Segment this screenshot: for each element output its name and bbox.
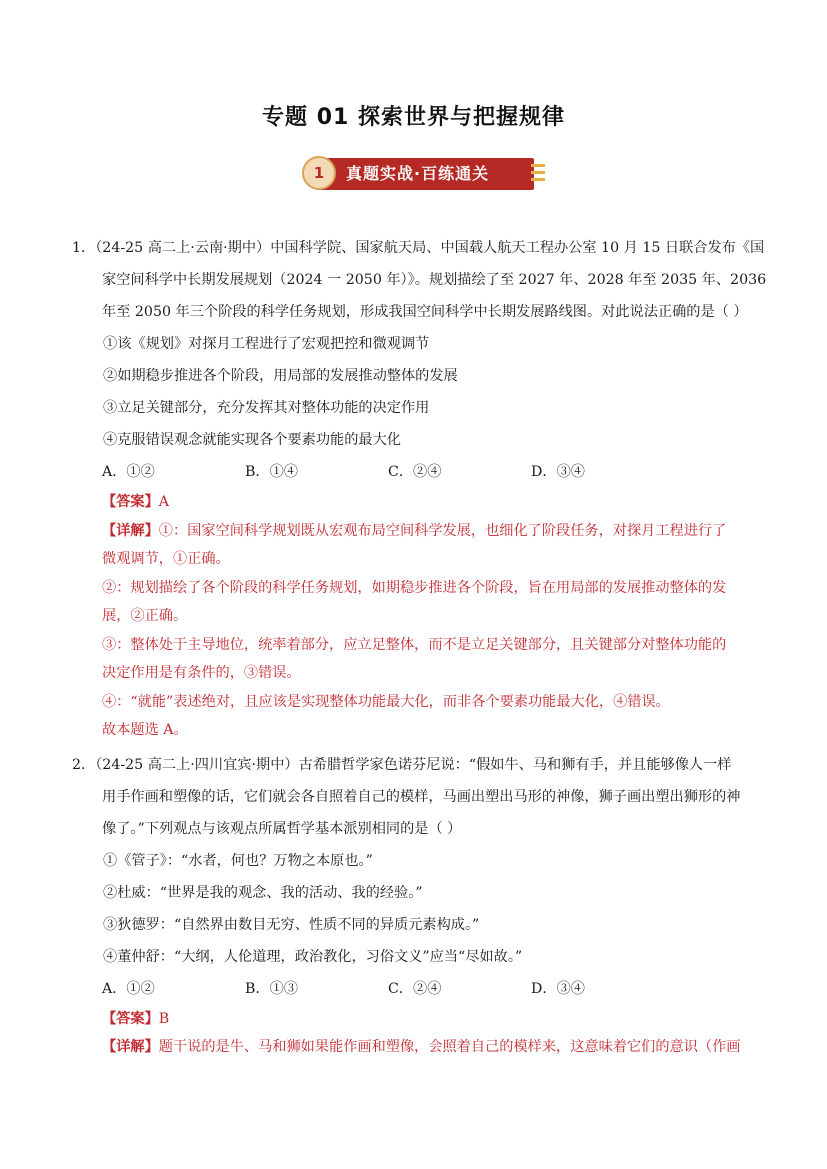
question-1 (72, 232, 767, 745)
section-banner (302, 154, 545, 194)
question-2-stem-line-1: 2．（24-25 高二上·四川宜宾·期中）古希腊哲学家色诺芬尼说：“假如牛、马和狮有手，并且能够像人一样 (72, 756, 732, 773)
answer-tag: 【答案】 (102, 1010, 159, 1027)
question-1-answer-block (102, 488, 752, 745)
detail-tag: 【详解】 (102, 1039, 159, 1055)
answer-tag: 【答案】 (102, 494, 159, 510)
question-list (72, 232, 767, 1062)
question-1-detail-line-8: 故本题选 A。 (102, 722, 188, 738)
question-1-choices (102, 456, 752, 488)
page-title: 专题 01 探索世界与把握规律 (262, 105, 565, 130)
question-1-stem-line-1: 1．（24-25 高二上·云南·期中）中国科学院、国家航天局、中国载人航天工程办公室 10 月 15 日联合发布《国 (72, 240, 765, 256)
question-1-option-1: ①该《规划》对探月工程进行了宏观把控和微观调节 (103, 336, 430, 352)
question-2-stem-line-2: 用手作画和塑像的话，它们就会各自照着自己的模样，马画出塑出马形的神像，狮子画出塑出狮形的神 (102, 788, 741, 805)
question-2-choice-b: B．①③ (245, 980, 298, 997)
question-1-detail-line-6: 决定作用是有条件的，③错误。 (102, 665, 301, 681)
question-1-answer (102, 488, 752, 517)
detail-text: ①：国家空间科学规划既从宏观布局空间科学发展，也细化了阶段任务，对探月工程进行了 (158, 522, 727, 539)
question-2-option-1: ①《管子》：“水者，何也？万物之本原也。” (103, 852, 373, 869)
banner-number-badge: 1 (302, 156, 336, 190)
question-2 (72, 749, 752, 1062)
question-1-detail-line-2: 微观调节，①正确。 (102, 551, 230, 567)
banner-stripes-icon (531, 164, 545, 185)
question-2-choice-c: C．②④ (388, 980, 442, 997)
answer-value: A (158, 494, 170, 510)
question-1-option-4: ④克服错误观念就能实现各个要素功能的最大化 (103, 432, 401, 448)
question-1-detail-line-7: ④：“就能”表述绝对，且应该是实现整体功能最大化，而非各个要素功能最大化，④错误。 (102, 693, 670, 710)
question-1-option-3: ③立足关键部分，充分发挥其对整体功能的决定作用 (103, 400, 430, 416)
question-1-detail-line-4: 展，②正确。 (102, 608, 188, 624)
question-2-detail-line-1 (102, 1033, 752, 1062)
question-1-choice-a: A．①② (102, 464, 155, 480)
question-2-option-4: ④董仲舒：“大纲，人伦道理，政治教化，习俗文义”应当“尽如故。” (103, 948, 523, 965)
question-1-stem-line-2: 家空间科学中长期发展规划（2024 一 2050 年）》。规划描绘了至 2027 年、2028 年至 2035 年、2036 (102, 272, 767, 288)
answer-value: B (158, 1010, 170, 1027)
question-1-detail-line-1 (102, 517, 752, 546)
question-2-answer-block (102, 1005, 752, 1062)
question-1-choice-b: B．①④ (245, 464, 298, 480)
question-1-choice-c: C．②④ (388, 464, 442, 480)
question-1-detail-line-5: ③：整体处于主导地位，统率着部分，应立足整体，而不是立足关键部分，且关键部分对整体功能的 (102, 636, 727, 653)
question-2-answer (102, 1005, 752, 1034)
question-2-option-2: ②杜威：“世界是我的观念、我的活动、我的经验。” (103, 884, 423, 901)
banner-label: 真题实战·百练通关 (346, 164, 490, 183)
question-2-choice-d: D．③④ (531, 980, 585, 997)
question-1-option-2: ②如期稳步推进各个阶段，用局部的发展推动整体的发展 (103, 368, 458, 384)
detail-tag: 【详解】 (102, 522, 159, 539)
question-2-choice-a: A．①② (102, 980, 155, 997)
detail-text: 题干说的是牛、马和狮如果能作画和塑像，会照着自己的模样来，这意味着它们的意识（作画 (158, 1039, 741, 1055)
question-1-stem-line-3: 年至 2050 年三个阶段的科学任务规划，形成我国空间科学中长期发展路线图。对此说法正确的是（ ） (102, 304, 748, 320)
question-2-choices (102, 973, 752, 1005)
question-2-stem-line-3: 像了。”下列观点与该观点所属哲学基本派别相同的是（ ） (102, 820, 462, 837)
question-1-detail-line-3: ②：规划描绘了各个阶段的科学任务规划，如期稳步推进各个阶段，旨在用局部的发展推动整体的发 (102, 579, 727, 596)
question-1-choice-d: D．③④ (531, 464, 585, 480)
question-2-option-3: ③狄德罗：“自然界由数目无穷、性质不同的异质元素构成。” (103, 916, 480, 933)
